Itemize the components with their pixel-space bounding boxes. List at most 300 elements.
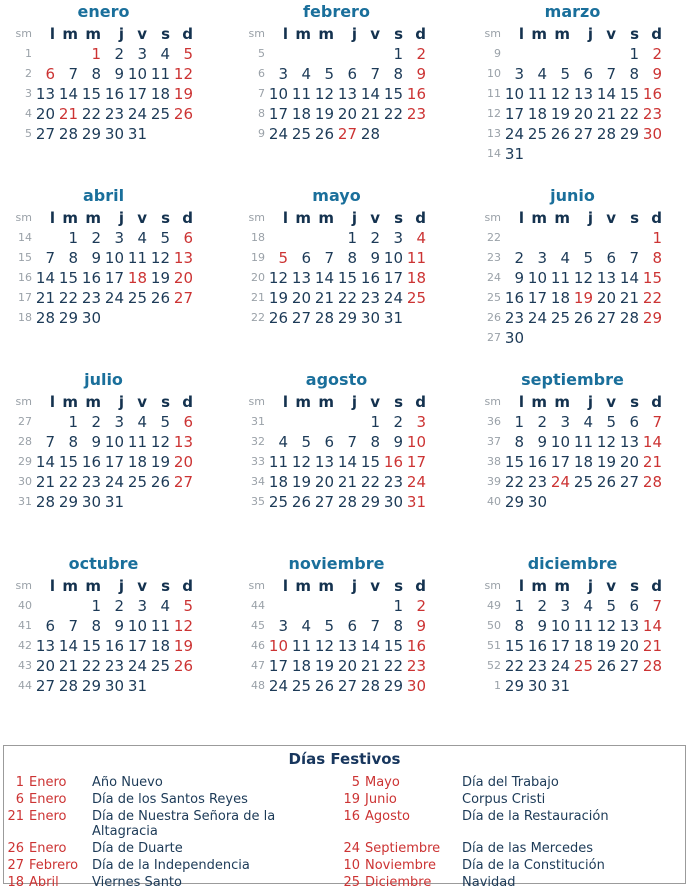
day-cell: 20: [173, 453, 193, 471]
week-number: 42: [18, 639, 32, 652]
week-number: 23: [487, 251, 501, 264]
week-row: [245, 636, 428, 656]
week-number: 1: [25, 47, 32, 60]
month-title: julio: [84, 370, 123, 389]
day-cell: 26: [573, 309, 593, 327]
day-cell: 13: [337, 85, 357, 103]
holiday-date: [340, 875, 462, 892]
empty-day-cell: [34, 228, 57, 248]
holiday-name: Día del Trabajo: [462, 775, 559, 790]
day-cell: 27: [314, 493, 334, 511]
empty-day-cell: [149, 492, 172, 512]
week-row: [12, 228, 195, 248]
weekday-header-row: [12, 576, 195, 596]
day-cell: 2: [652, 45, 662, 63]
day-cell: 7: [68, 617, 78, 635]
week-row: [245, 432, 428, 452]
weekday-header: m: [531, 577, 547, 595]
day-cell: 26: [596, 657, 616, 675]
week-row: [481, 44, 664, 64]
holiday-name: Día de Nuestra Señora de la Altagracia: [92, 809, 276, 839]
day-cell: 18: [150, 85, 170, 103]
day-cell: 8: [514, 617, 524, 635]
week-row: [245, 616, 428, 636]
week-number: 50: [487, 619, 501, 632]
empty-day-cell: [336, 44, 359, 64]
day-cell: 11: [268, 453, 288, 471]
week-number: 17: [18, 291, 32, 304]
day-cell: 16: [642, 85, 662, 103]
day-cell: 17: [550, 453, 570, 471]
week-number: 51: [487, 639, 501, 652]
weekday-header: l: [518, 25, 524, 43]
day-cell: 16: [527, 453, 547, 471]
day-cell: 9: [393, 433, 403, 451]
day-cell: 23: [527, 657, 547, 675]
day-cell: 19: [550, 105, 570, 123]
week-row: [481, 268, 664, 288]
day-cell: 11: [127, 249, 147, 267]
week-row: [245, 268, 428, 288]
empty-day-cell: [359, 596, 382, 616]
holiday-row: [4, 775, 685, 792]
empty-day-cell: [290, 596, 313, 616]
day-cell: 1: [652, 229, 662, 247]
day-cell: 6: [183, 229, 193, 247]
empty-day-cell: [595, 492, 618, 512]
weekday-header: v: [370, 393, 380, 411]
week-row: [245, 596, 428, 616]
empty-day-cell: [526, 328, 549, 348]
weekday-header: d: [182, 577, 193, 595]
day-cell: 23: [81, 289, 101, 307]
empty-day-cell: [126, 308, 149, 328]
week-number: 16: [18, 271, 32, 284]
holiday-day-number: 21: [7, 809, 24, 824]
day-cell: 20: [337, 657, 357, 675]
day-cell: 20: [596, 289, 616, 307]
weekday-header: m: [318, 577, 334, 595]
day-cell: 15: [337, 269, 357, 287]
day-cell: 26: [596, 473, 616, 491]
day-cell: 3: [137, 45, 147, 63]
day-cell: 8: [91, 65, 101, 83]
weekday-header: s: [630, 209, 639, 227]
week-row: [12, 492, 195, 512]
day-cell: 1: [370, 413, 380, 431]
weekday-header: l: [282, 209, 288, 227]
month-septiembre: [481, 370, 689, 554]
weekday-header: m: [295, 25, 311, 43]
week-row: [245, 412, 428, 432]
day-cell: 29: [504, 493, 524, 511]
weekday-header: d: [182, 393, 193, 411]
month-grid-table: [245, 392, 428, 512]
week-number: 46: [251, 639, 265, 652]
day-cell: 22: [81, 105, 101, 123]
weekday-header: v: [370, 209, 380, 227]
week-number: 27: [18, 415, 32, 428]
empty-day-cell: [405, 124, 428, 144]
day-cell: 3: [114, 229, 124, 247]
day-cell: 20: [619, 453, 639, 471]
empty-day-cell: [595, 144, 618, 164]
day-cell: 22: [58, 289, 78, 307]
day-cell: 2: [91, 229, 101, 247]
day-cell: 16: [360, 269, 380, 287]
day-cell: 7: [652, 413, 662, 431]
empty-day-cell: [549, 492, 572, 512]
day-cell: 9: [514, 269, 524, 287]
weekday-header: m: [295, 577, 311, 595]
day-cell: 30: [81, 493, 101, 511]
day-cell: 21: [35, 289, 55, 307]
day-cell: 15: [58, 453, 78, 471]
week-number: 31: [251, 415, 265, 428]
weekday-header-row: [12, 208, 195, 228]
month-title: febrero: [303, 2, 370, 21]
empty-day-cell: [595, 328, 618, 348]
weekday-header: d: [415, 577, 426, 595]
empty-day-cell: [34, 412, 57, 432]
empty-day-cell: [572, 328, 595, 348]
day-cell: 17: [268, 657, 288, 675]
weekday-header: d: [651, 25, 662, 43]
day-cell: 12: [314, 637, 334, 655]
day-cell: 13: [291, 269, 311, 287]
day-cell: 10: [127, 65, 147, 83]
week-row: [481, 472, 664, 492]
week-row: [12, 288, 195, 308]
week-number: 10: [487, 67, 501, 80]
day-cell: 24: [268, 125, 288, 143]
holiday-day-number: 19: [343, 792, 360, 807]
day-cell: 19: [173, 637, 193, 655]
day-cell: 30: [360, 309, 380, 327]
week-number: 2: [25, 67, 32, 80]
weekday-header: s: [394, 25, 403, 43]
day-cell: 14: [35, 453, 55, 471]
day-cell: 1: [91, 45, 101, 63]
month-title: mayo: [312, 186, 361, 205]
weekday-header: j: [118, 209, 124, 227]
day-cell: 25: [291, 125, 311, 143]
day-cell: 21: [360, 657, 380, 675]
week-row: [12, 432, 195, 452]
day-cell: 16: [406, 637, 426, 655]
week-row: [245, 228, 428, 248]
day-cell: 10: [268, 637, 288, 655]
day-cell: 4: [160, 597, 170, 615]
week-number: 24: [487, 271, 501, 284]
day-cell: 5: [560, 65, 570, 83]
day-cell: 8: [91, 617, 101, 635]
holiday-row: [4, 875, 685, 892]
day-cell: 4: [560, 249, 570, 267]
empty-day-cell: [618, 328, 641, 348]
week-number: 5: [258, 47, 265, 60]
day-cell: 3: [537, 249, 547, 267]
day-cell: 7: [606, 65, 616, 83]
day-cell: 26: [314, 677, 334, 695]
day-cell: 30: [81, 309, 101, 327]
day-cell: 27: [596, 309, 616, 327]
weekday-header: s: [630, 25, 639, 43]
weekday-header: v: [137, 209, 147, 227]
day-cell: 30: [104, 125, 124, 143]
day-cell: 11: [127, 433, 147, 451]
day-cell: 23: [406, 657, 426, 675]
day-cell: 7: [45, 249, 55, 267]
day-cell: 4: [278, 433, 288, 451]
week-number: 41: [18, 619, 32, 632]
holiday-day-number: 18: [7, 875, 24, 890]
day-cell: 12: [173, 65, 193, 83]
empty-day-cell: [267, 412, 290, 432]
day-cell: 7: [370, 617, 380, 635]
day-cell: 25: [127, 289, 147, 307]
week-column-label: sm: [484, 395, 501, 408]
day-cell: 19: [596, 453, 616, 471]
day-cell: 3: [137, 597, 147, 615]
weekday-header-row: [12, 392, 195, 412]
day-cell: 29: [642, 309, 662, 327]
weekday-header: s: [630, 393, 639, 411]
empty-day-cell: [572, 44, 595, 64]
day-cell: 17: [504, 105, 524, 123]
weekday-header: l: [282, 25, 288, 43]
day-cell: 21: [642, 453, 662, 471]
day-cell: 19: [314, 105, 334, 123]
empty-day-cell: [290, 228, 313, 248]
day-cell: 13: [619, 617, 639, 635]
day-cell: 26: [291, 493, 311, 511]
week-row: [481, 492, 664, 512]
day-cell: 2: [91, 413, 101, 431]
week-number: 22: [487, 231, 501, 244]
empty-day-cell: [290, 412, 313, 432]
day-cell: 30: [504, 329, 524, 347]
empty-day-cell: [641, 492, 664, 512]
day-cell: 22: [81, 657, 101, 675]
holiday-name: Día de las Mercedes: [462, 841, 594, 856]
weekday-header: j: [351, 393, 357, 411]
day-cell: 8: [393, 617, 403, 635]
day-cell: 9: [91, 249, 101, 267]
day-cell: 12: [573, 269, 593, 287]
day-cell: 31: [406, 493, 426, 511]
empty-day-cell: [149, 124, 172, 144]
weekday-header: m: [62, 209, 78, 227]
month-enero: [12, 2, 245, 186]
day-cell: 19: [150, 453, 170, 471]
holiday-day-number: 6: [15, 792, 24, 807]
holiday-name: Día de la Restauración: [462, 809, 609, 824]
holiday-date: [4, 792, 92, 809]
day-cell: 6: [606, 249, 616, 267]
holiday-date: [340, 792, 462, 809]
day-cell: 11: [150, 617, 170, 635]
month-grid-table: [245, 576, 428, 696]
day-cell: 9: [537, 617, 547, 635]
week-number: 14: [18, 231, 32, 244]
week-number: 13: [487, 127, 501, 140]
day-cell: 20: [35, 105, 55, 123]
month-abril: [12, 186, 245, 370]
week-row: [245, 452, 428, 472]
week-number: 48: [251, 679, 265, 692]
day-cell: 7: [370, 65, 380, 83]
day-cell: 28: [35, 309, 55, 327]
weekday-header: d: [651, 393, 662, 411]
day-cell: 2: [514, 249, 524, 267]
day-cell: 22: [383, 657, 403, 675]
weekday-header: d: [415, 25, 426, 43]
day-cell: 14: [642, 433, 662, 451]
day-cell: 28: [360, 125, 380, 143]
weekday-header: v: [606, 393, 616, 411]
weekday-header: d: [415, 209, 426, 227]
week-column-label: sm: [15, 395, 32, 408]
week-number: 43: [18, 659, 32, 672]
empty-day-cell: [641, 144, 664, 164]
day-cell: 23: [104, 105, 124, 123]
holiday-date: [4, 858, 92, 875]
week-column-label: sm: [248, 395, 265, 408]
day-cell: 25: [291, 677, 311, 695]
day-cell: 10: [550, 617, 570, 635]
week-number: 33: [251, 455, 265, 468]
holiday-day-number: 5: [351, 775, 360, 790]
day-cell: 10: [504, 85, 524, 103]
day-cell: 13: [35, 85, 55, 103]
weekday-header: m: [531, 393, 547, 411]
week-number: 39: [487, 475, 501, 488]
day-cell: 18: [527, 105, 547, 123]
day-cell: 24: [527, 309, 547, 327]
day-cell: 17: [550, 637, 570, 655]
day-cell: 22: [360, 473, 380, 491]
day-cell: 12: [150, 433, 170, 451]
holiday-date: [4, 841, 92, 858]
day-cell: 8: [370, 433, 380, 451]
weekday-header: m: [295, 393, 311, 411]
empty-day-cell: [34, 596, 57, 616]
empty-day-cell: [172, 676, 195, 696]
weekday-header: j: [351, 25, 357, 43]
day-cell: 12: [150, 249, 170, 267]
week-number: 12: [487, 107, 501, 120]
day-cell: 8: [347, 249, 357, 267]
day-cell: 29: [619, 125, 639, 143]
day-cell: 6: [629, 413, 639, 431]
day-cell: 19: [268, 289, 288, 307]
day-cell: 26: [173, 657, 193, 675]
month-grid-table: [12, 24, 195, 144]
week-number: 37: [487, 435, 501, 448]
day-cell: 25: [150, 105, 170, 123]
week-row: [245, 288, 428, 308]
month-mayo: [245, 186, 481, 370]
month-julio: [12, 370, 245, 554]
day-cell: 3: [514, 65, 524, 83]
holiday-day-number: 10: [343, 858, 360, 873]
day-cell: 10: [406, 433, 426, 451]
week-row: [12, 64, 195, 84]
day-cell: 4: [301, 65, 311, 83]
day-cell: 4: [583, 413, 593, 431]
day-cell: 7: [68, 65, 78, 83]
weekday-header: l: [282, 577, 288, 595]
day-cell: 8: [393, 65, 403, 83]
empty-day-cell: [382, 124, 405, 144]
day-cell: 14: [337, 453, 357, 471]
day-cell: 23: [104, 657, 124, 675]
week-column-label: sm: [248, 579, 265, 592]
day-cell: 3: [393, 229, 403, 247]
day-cell: 11: [291, 85, 311, 103]
weekday-header: v: [370, 25, 380, 43]
empty-day-cell: [572, 144, 595, 164]
day-cell: 4: [301, 617, 311, 635]
week-number: 14: [487, 147, 501, 160]
day-cell: 15: [642, 269, 662, 287]
day-cell: 23: [504, 309, 524, 327]
empty-day-cell: [57, 44, 80, 64]
holiday-month: Enero: [29, 809, 67, 824]
month-title: enero: [77, 2, 130, 21]
weekday-header: s: [394, 393, 403, 411]
day-cell: 4: [583, 597, 593, 615]
weekday-header: m: [318, 209, 334, 227]
day-cell: 22: [504, 473, 524, 491]
day-cell: 6: [583, 65, 593, 83]
day-cell: 28: [58, 677, 78, 695]
week-row: [481, 676, 664, 696]
day-cell: 29: [383, 677, 403, 695]
week-column-label: sm: [248, 211, 265, 224]
holidays-title: Días Festivos: [288, 750, 401, 768]
day-cell: 28: [642, 657, 662, 675]
day-cell: 31: [127, 677, 147, 695]
day-cell: 10: [383, 249, 403, 267]
empty-day-cell: [103, 308, 126, 328]
empty-day-cell: [618, 144, 641, 164]
day-cell: 14: [58, 637, 78, 655]
week-row: [12, 412, 195, 432]
day-cell: 10: [104, 433, 124, 451]
week-number: 31: [18, 495, 32, 508]
day-cell: 4: [137, 413, 147, 431]
week-row: [481, 228, 664, 248]
day-cell: 5: [160, 229, 170, 247]
week-row: [12, 104, 195, 124]
holiday-name: Día de los Santos Reyes: [92, 792, 248, 807]
month-grid-table: [481, 392, 664, 512]
day-cell: 1: [91, 597, 101, 615]
day-cell: 9: [416, 617, 426, 635]
empty-day-cell: [57, 596, 80, 616]
empty-day-cell: [313, 228, 336, 248]
week-number: 19: [251, 251, 265, 264]
weekday-header-row: [481, 24, 664, 44]
day-cell: 9: [537, 433, 547, 451]
day-cell: 20: [291, 289, 311, 307]
week-row: [12, 596, 195, 616]
holiday-name: Día de la Independencia: [92, 858, 250, 873]
month-title: diciembre: [527, 554, 618, 573]
week-number: 21: [251, 291, 265, 304]
